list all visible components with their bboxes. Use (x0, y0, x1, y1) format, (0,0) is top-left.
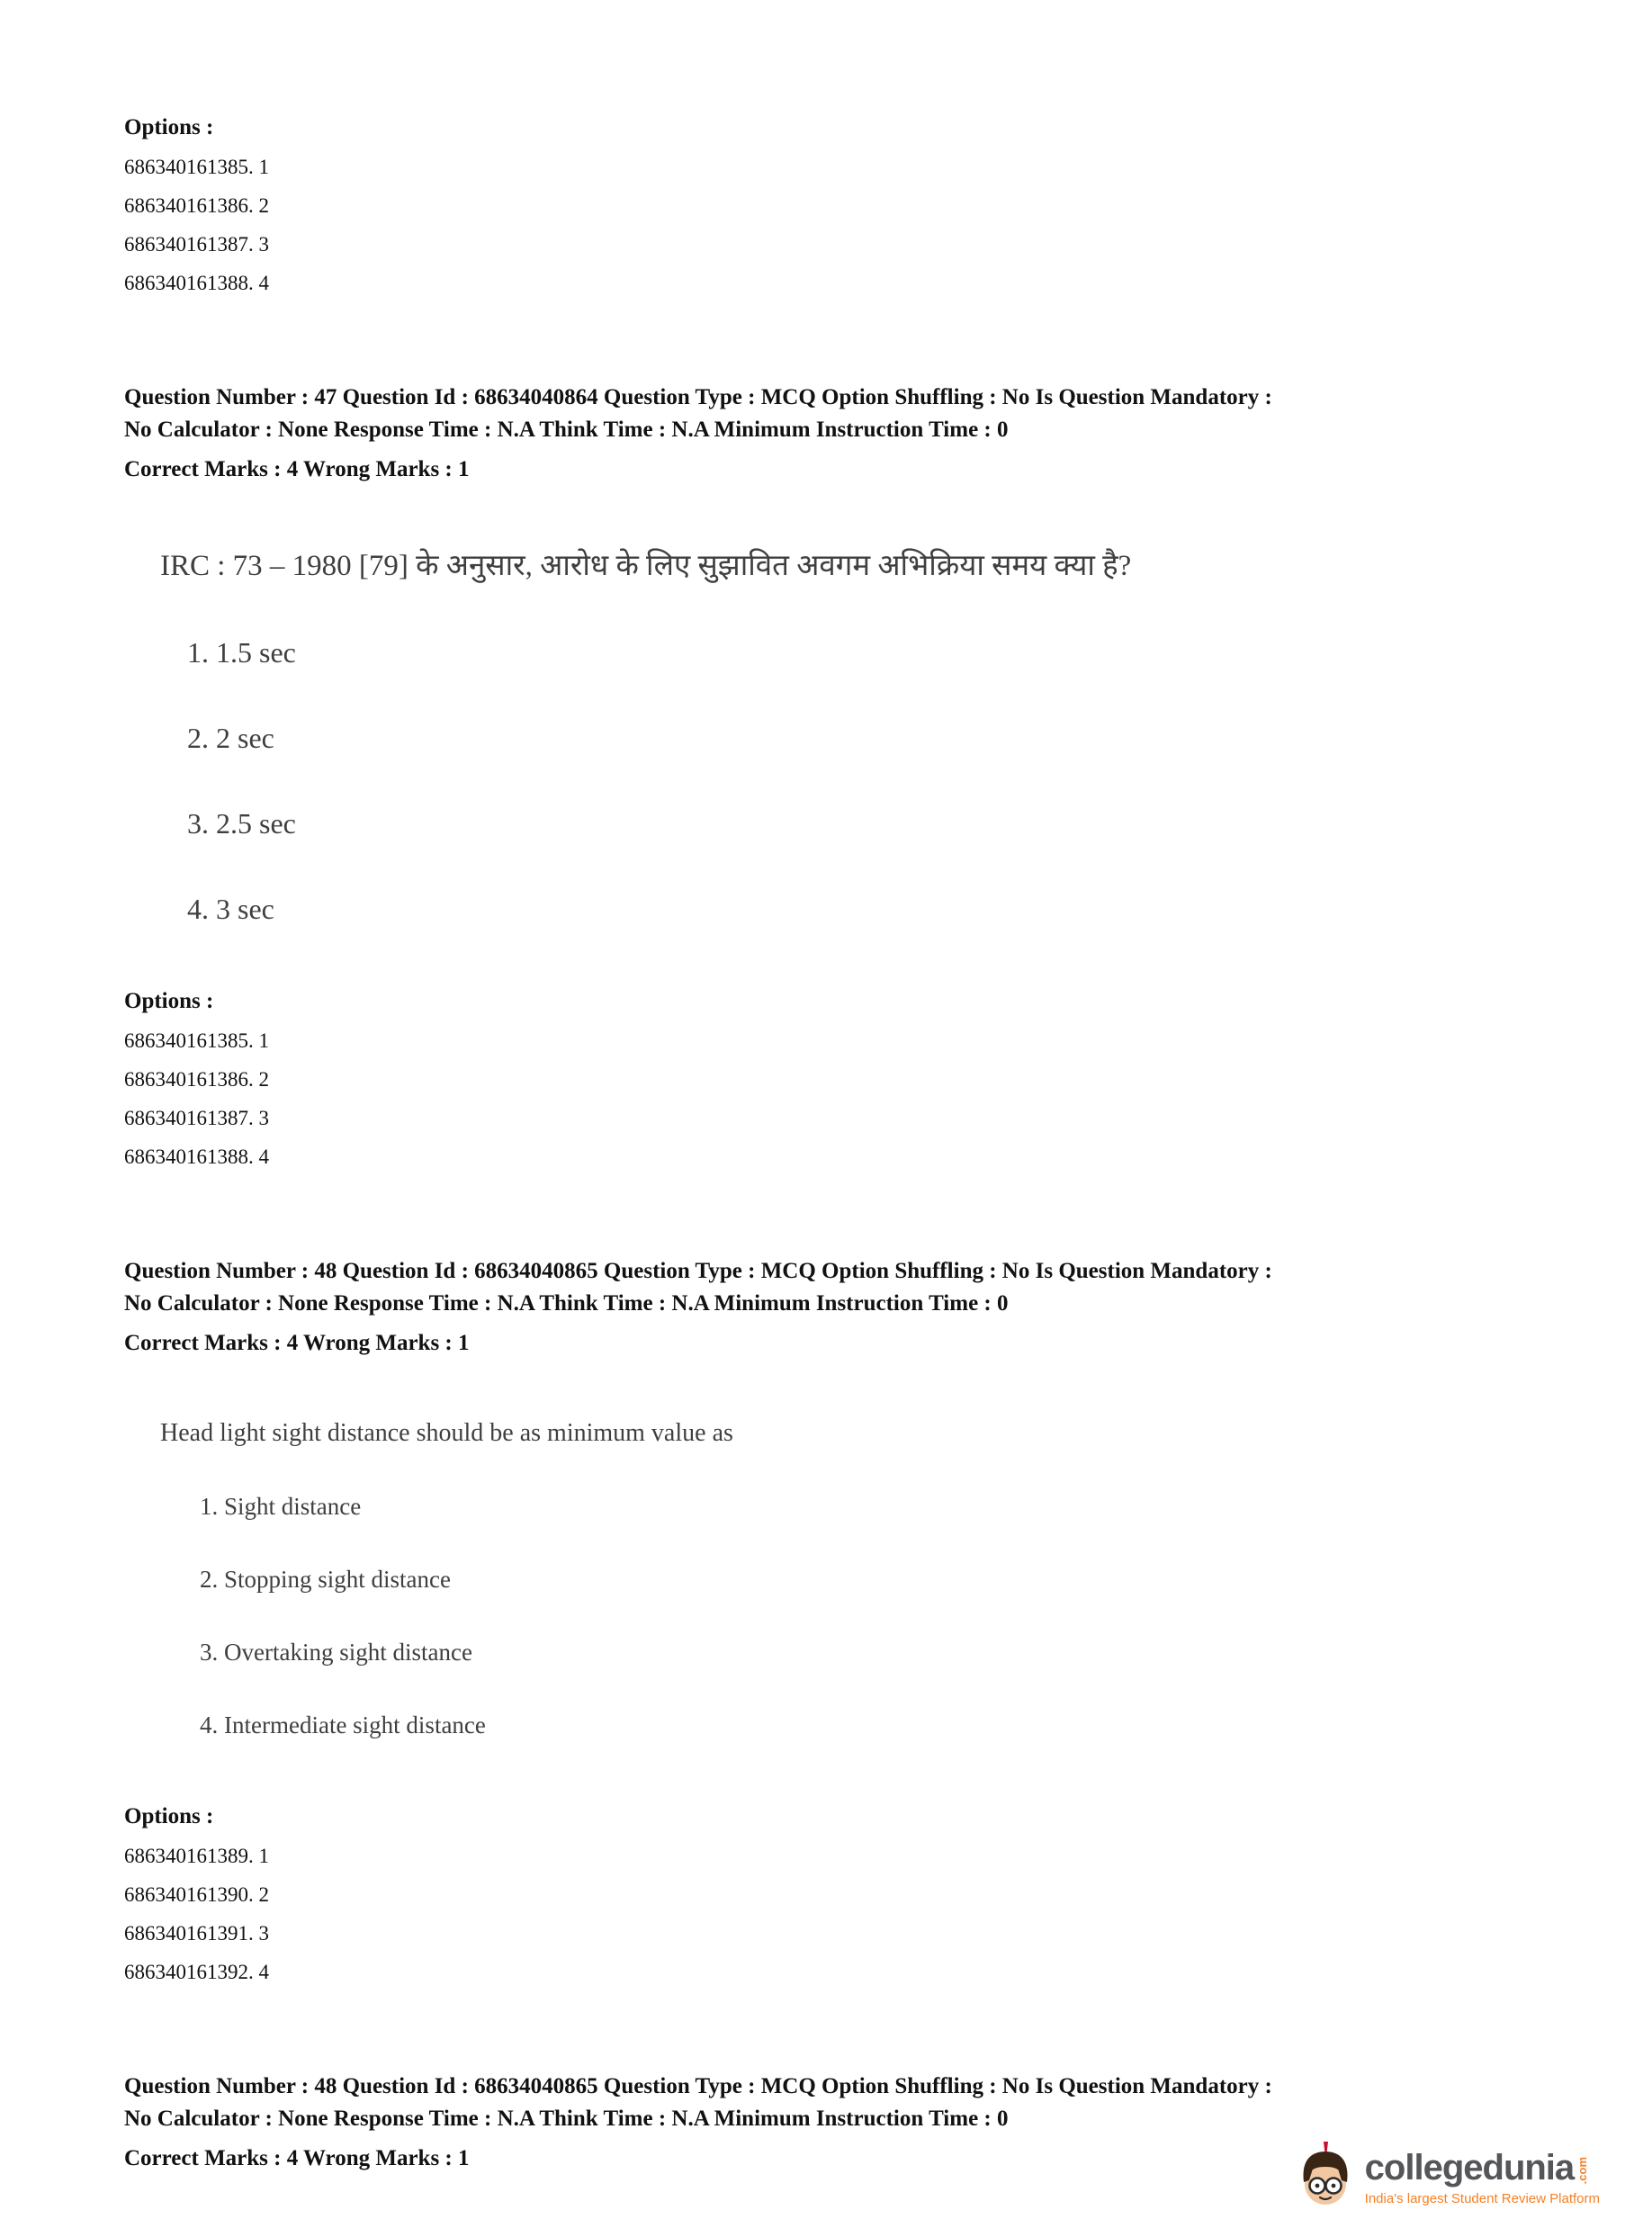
option-id-row: 686340161388. 4 (124, 1145, 269, 1168)
option-id-row: 686340161391. 3 (124, 1922, 269, 1945)
options-heading: Options : (124, 989, 214, 1013)
option-id-row: 686340161385. 1 (124, 156, 269, 178)
question-47-text: IRC : 73 – 1980 [79] के अनुसार, आरोध के लिए सुझावित अवगम अभिक्रिया समय क्या है? (160, 550, 1132, 582)
question-47-option: 3. 2.5 sec (187, 807, 296, 840)
question-meta-marks: Correct Marks : 4 Wrong Marks : 1 (124, 457, 470, 481)
question-47-option: 1. 1.5 sec (187, 636, 296, 669)
collegedunia-logo (1297, 2141, 1600, 2215)
option-id-row: 686340161387. 3 (124, 233, 269, 256)
brand-block (1365, 2150, 1600, 2206)
option-id-row: 686340161388. 4 (124, 272, 269, 294)
question-48-option: 3. Overtaking sight distance (200, 1639, 472, 1666)
question-48-meta (124, 1255, 1598, 1360)
question-47-option: 4. 3 sec (187, 893, 274, 925)
option-id-row: 686340161386. 2 (124, 194, 269, 217)
question-48-image (160, 1419, 1598, 1739)
question-47-meta (124, 382, 1598, 486)
options-heading: Options : (124, 115, 214, 139)
question-meta-line: Question Number : 48 Question Id : 68634040865 Question Type : MCQ Option Shuffling : No Is Question Mandatory : (124, 1259, 1272, 1283)
option-id-row: 686340161390. 2 (124, 1883, 269, 1906)
question-48-text: Head light sight distance should be as minimum value as (160, 1419, 733, 1447)
question-meta-marks: Correct Marks : 4 Wrong Marks : 1 (124, 2146, 470, 2170)
question-48-option: 2. Stopping sight distance (200, 1566, 451, 1593)
brand-tagline: India's largest Student Review Platform (1364, 2191, 1600, 2206)
brand-suffix: .com (1576, 2156, 1590, 2184)
brand-text: collegedunia (1364, 2148, 1575, 2188)
question-48-option: 4. Intermediate sight distance (200, 1711, 486, 1738)
brand-row (1365, 2150, 1600, 2186)
option-id-row: 686340161386. 2 (124, 1068, 269, 1091)
question-meta-marks: Correct Marks : 4 Wrong Marks : 1 (124, 1331, 470, 1355)
options-block-3 (124, 1804, 1598, 1991)
question-meta-line: No Calculator : None Response Time : N.A Think Time : N.A Minimum Instruction Time : 0 (124, 1291, 1009, 1316)
question-48-option: 1. Sight distance (200, 1493, 362, 1520)
question-meta-line: Question Number : 48 Question Id : 68634040865 Question Type : MCQ Option Shuffling : No Is Question Mandatory : (124, 2074, 1272, 2098)
options-block-2 (124, 989, 1598, 1176)
question-47-option: 2. 2 sec (187, 722, 274, 754)
question-47-image (160, 544, 1598, 926)
options-block-1 (124, 115, 1598, 302)
option-id-row: 686340161387. 3 (124, 1107, 269, 1129)
mascot-icon (1297, 2141, 1354, 2215)
option-id-row: 686340161385. 1 (124, 1029, 269, 1052)
question-meta-line: No Calculator : None Response Time : N.A Think Time : N.A Minimum Instruction Time : 0 (124, 418, 1009, 442)
option-id-row: 686340161389. 1 (124, 1845, 269, 1867)
question-meta-line: Question Number : 47 Question Id : 68634040864 Question Type : MCQ Option Shuffling : No Is Question Mandatory : (124, 385, 1272, 409)
option-id-row: 686340161392. 4 (124, 1961, 269, 1983)
options-heading: Options : (124, 1804, 214, 1828)
question-meta-line: No Calculator : None Response Time : N.A Think Time : N.A Minimum Instruction Time : 0 (124, 2107, 1009, 2131)
